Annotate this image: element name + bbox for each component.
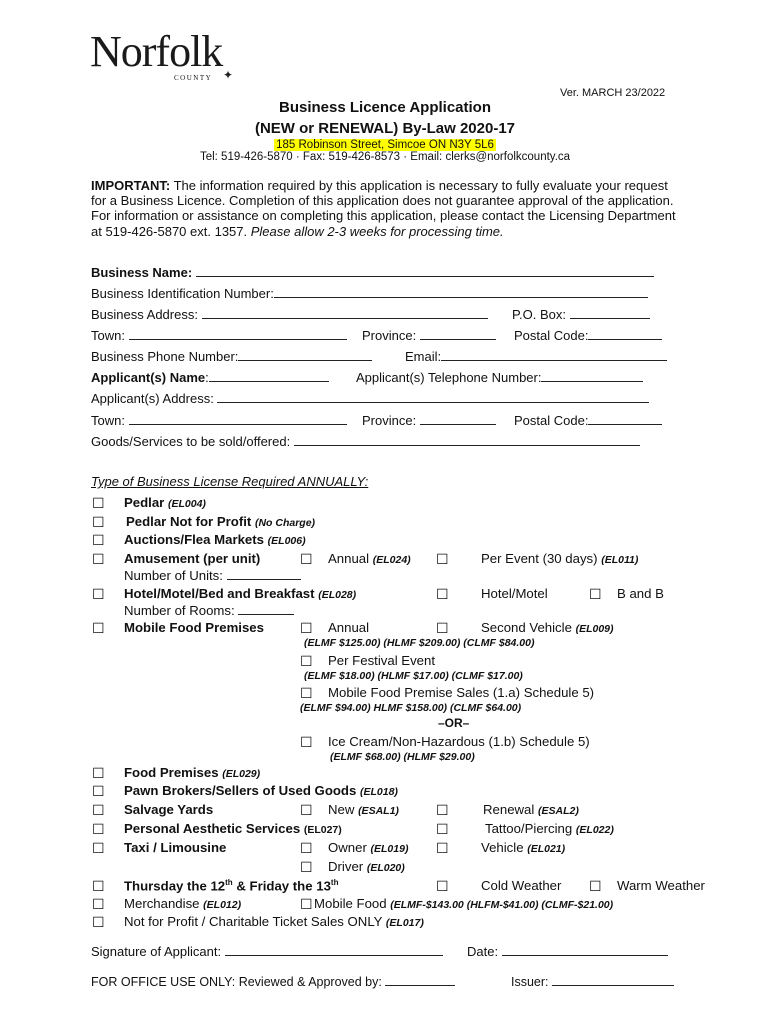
per-event-label: Per Event (30 days) (EL011) — [481, 551, 639, 566]
postal-code-field-2[interactable]: Postal Code: — [514, 413, 662, 428]
business-id-field[interactable]: Business Identification Number: — [91, 286, 648, 301]
tattoo-checkbox[interactable]: ☐ — [436, 821, 449, 837]
per-festival-checkbox[interactable]: ☐ — [300, 653, 313, 669]
important-notice: IMPORTANT: The information required by this application is necessary to fully evaluate your request for a Business Licence. Completion of this application does not guarantee approval of the application. For information or assistance on completing this application, please contact the Licensing Department at 519-426-5870 ext. 1357. Please allow 2-3 weeks for processing time. — [91, 178, 676, 239]
auctions-label: Auctions/Flea Markets (EL006) — [124, 532, 306, 547]
contact-info: Tel: 519-426-5870 · Fax: 519-426-8573 · Email: clerks@norfolkcounty.ca — [199, 151, 571, 163]
province-field-2[interactable]: Province: — [362, 413, 496, 428]
mobile-sales-label: Mobile Food Premise Sales (1.a) Schedule 5) — [328, 685, 595, 700]
amusement-label: Amusement (per unit) — [124, 551, 261, 566]
amusement-annual-checkbox[interactable]: ☐ — [300, 551, 313, 567]
merchandise-label: Merchandise (EL012) — [124, 896, 242, 911]
fee-line-festival: (ELMF $18.00) (HLMF $17.00) (CLMF $17.00) — [304, 670, 523, 682]
province-field[interactable]: Province: — [362, 328, 496, 343]
office-use-reviewed-field[interactable]: FOR OFFICE USE ONLY: Reviewed & Approved by: — [91, 974, 455, 989]
merchandise-checkbox[interactable]: ☐ — [92, 896, 105, 912]
business-name-field[interactable]: Business Name: — [91, 265, 654, 280]
salvage-new-label: New (ESAL1) — [328, 802, 399, 817]
hotel-label: Hotel/Motel/Bed and Breakfast (EL028) — [124, 586, 357, 601]
driver-label: Driver (EL020) — [328, 859, 405, 874]
taxi-label: Taxi / Limousine — [124, 840, 227, 855]
norfolk-county-logo — [90, 27, 240, 88]
cold-weather-label: Cold Weather — [481, 878, 562, 893]
amusement-annual-label: Annual (EL024) — [328, 551, 411, 566]
fee-line-ice-cream: (ELMF $68.00) (HLMF $29.00) — [330, 751, 475, 763]
mobile-food-checkbox[interactable]: ☐ — [92, 620, 105, 636]
number-of-rooms-field[interactable]: Number of Rooms: — [124, 603, 294, 618]
applicant-phone-field[interactable]: Applicant(s) Telephone Number: — [356, 370, 643, 385]
auctions-checkbox[interactable]: ☐ — [92, 532, 105, 548]
business-phone-field[interactable]: Business Phone Number: — [91, 349, 372, 364]
mobile-sales-checkbox[interactable]: ☐ — [300, 685, 313, 701]
pedlar-nfp-checkbox[interactable]: ☐ — [92, 514, 105, 530]
hotel-motel-checkbox[interactable]: ☐ — [436, 586, 449, 602]
salvage-renewal-checkbox[interactable]: ☐ — [436, 802, 449, 818]
fee-line-annual: (ELMF $125.00) (HLMF $209.00) (CLMF $84.00) — [304, 637, 535, 649]
salvage-renewal-label: Renewal (ESAL2) — [483, 802, 579, 817]
per-festival-label: Per Festival Event — [328, 653, 436, 668]
owner-label: Owner (EL019) — [328, 840, 409, 855]
logo-wordmark: Norfolk — [90, 27, 223, 76]
applicant-address-field[interactable]: Applicant(s) Address: — [91, 391, 649, 406]
license-type-heading: Type of Business License Required ANNUALLY: — [91, 474, 369, 489]
business-address-field[interactable]: Business Address: — [91, 307, 488, 322]
fee-line-sales: (ELMF $94.00) HLMF $158.00) (CLMF $64.00) — [300, 702, 522, 714]
not-for-profit-checkbox[interactable]: ☐ — [92, 914, 105, 930]
thursday-friday-label: Thursday the 12th & Friday the 13th — [124, 878, 339, 894]
or-separator: –OR– — [438, 716, 470, 730]
food-premises-checkbox[interactable]: ☐ — [92, 765, 105, 781]
town-field-2[interactable]: Town: — [91, 413, 347, 428]
owner-checkbox[interactable]: ☐ — [300, 840, 313, 856]
town-field[interactable]: Town: — [91, 328, 347, 343]
aesthetic-checkbox[interactable]: ☐ — [92, 821, 105, 837]
tattoo-label: Tattoo/Piercing (EL022) — [485, 821, 614, 836]
pedlar-nfp-label: Pedlar Not for Profit (No Charge) — [126, 514, 316, 529]
mobile-food-label: Mobile Food Premises — [124, 620, 264, 635]
number-of-units-field[interactable]: Number of Units: — [124, 568, 301, 583]
driver-checkbox[interactable]: ☐ — [300, 859, 313, 875]
second-vehicle-label: Second Vehicle (EL009) — [481, 620, 614, 635]
ice-cream-label: Ice Cream/Non-Hazardous (1.b) Schedule 5) — [328, 734, 590, 749]
po-box-field[interactable]: P.O. Box: — [512, 307, 650, 322]
email-field[interactable]: Email: — [405, 349, 667, 364]
postal-code-field[interactable]: Postal Code: — [514, 328, 662, 343]
taxi-checkbox[interactable]: ☐ — [92, 840, 105, 856]
pedlar-label: Pedlar (EL004) — [124, 495, 206, 510]
per-event-checkbox[interactable]: ☐ — [436, 551, 449, 567]
b-and-b-checkbox[interactable]: ☐ — [589, 586, 602, 602]
vehicle-label: Vehicle (EL021) — [481, 840, 566, 855]
date-field[interactable]: Date: — [467, 944, 668, 959]
mobile-food-2-checkbox[interactable]: ☐ — [300, 896, 313, 912]
applicant-name-field[interactable]: Applicant(s) Name: — [91, 370, 329, 385]
hotel-motel-label: Hotel/Motel — [481, 586, 548, 601]
warm-weather-label: Warm Weather — [617, 878, 705, 893]
ice-cream-checkbox[interactable]: ☐ — [300, 734, 313, 750]
b-and-b-label: B and B — [617, 586, 664, 601]
warm-weather-checkbox[interactable]: ☐ — [589, 878, 602, 894]
food-premises-label: Food Premises (EL029) — [124, 765, 261, 780]
not-for-profit-label: Not for Profit / Charitable Ticket Sales ONLY (EL017) — [124, 914, 424, 929]
goods-services-field[interactable]: Goods/Services to be sold/offered: — [91, 434, 640, 449]
thursday-friday-checkbox[interactable]: ☐ — [92, 878, 105, 894]
vehicle-checkbox[interactable]: ☐ — [436, 840, 449, 856]
signature-field[interactable]: Signature of Applicant: — [91, 944, 443, 959]
mobile-food-2-label: Mobile Food (ELMF-$143.00 (HLFM-$41.00) (CLMF-$21.00) — [314, 896, 614, 911]
mobile-annual-label: Annual — [328, 620, 370, 635]
pawn-checkbox[interactable]: ☐ — [92, 783, 105, 799]
salvage-new-checkbox[interactable]: ☐ — [300, 802, 313, 818]
office-address: 185 Robinson Street, Simcoe ON N3Y 5L6 — [276, 139, 494, 151]
pawn-label: Pawn Brokers/Sellers of Used Goods (EL018) — [124, 783, 398, 798]
form-title: Business Licence Application — [279, 99, 491, 116]
salvage-label: Salvage Yards — [124, 802, 214, 817]
hotel-checkbox[interactable]: ☐ — [92, 586, 105, 602]
amusement-checkbox[interactable]: ☐ — [92, 551, 105, 567]
aesthetic-label: Personal Aesthetic Services (EL027) — [124, 821, 342, 836]
pedlar-checkbox[interactable]: ☐ — [92, 495, 105, 511]
salvage-checkbox[interactable]: ☐ — [92, 802, 105, 818]
maple-leaf-icon: ✦ — [223, 68, 234, 82]
mobile-annual-checkbox[interactable]: ☐ — [300, 620, 313, 636]
second-vehicle-checkbox[interactable]: ☐ — [436, 620, 449, 636]
issuer-field[interactable]: Issuer: — [511, 974, 674, 989]
version-label: Ver. MARCH 23/2022 — [560, 87, 666, 99]
form-subtitle: (NEW or RENEWAL) By-Law 2020-17 — [254, 120, 516, 137]
cold-weather-checkbox[interactable]: ☐ — [436, 878, 449, 894]
logo-county-text: COUNTY — [174, 74, 213, 82]
